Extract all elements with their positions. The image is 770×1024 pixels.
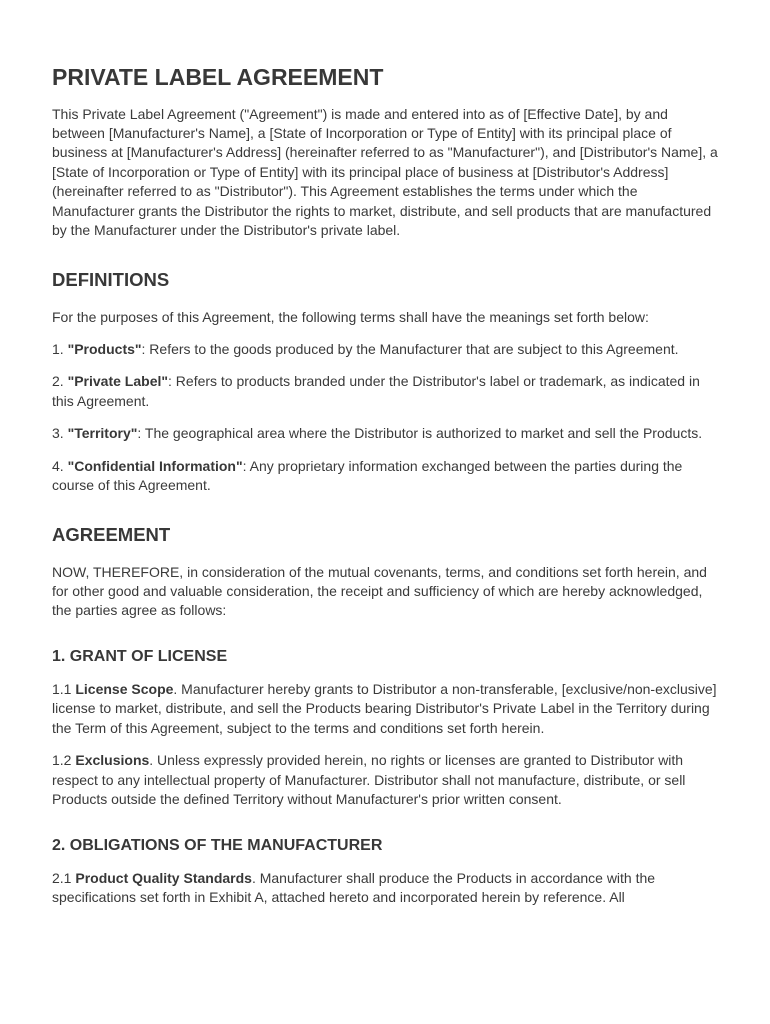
definition-number: 4.	[52, 457, 68, 474]
definition-term: "Territory"	[67, 425, 138, 442]
section-heading-obligations-of-manufacturer: 2. OBLIGATIONS OF THE MANUFACTURER	[52, 836, 383, 854]
clause-term: Product Quality Standards	[75, 869, 252, 886]
definition-text: : The geographical area where the Distributor is authorized to market and sell the Products.	[137, 425, 703, 442]
clause-number: 2.1	[52, 869, 76, 886]
definition-number: 2.	[52, 373, 68, 390]
definition-item-confidential-information	[52, 457, 718, 496]
document-title: PRIVATE LABEL AGREEMENT	[52, 64, 384, 90]
definition-item-products	[52, 340, 718, 359]
definition-text: : Refers to products branded under the Distributor's label or trademark, as indicated in this Agreement.	[52, 373, 700, 409]
definition-term: "Private Label"	[67, 373, 169, 390]
definition-number: 3.	[52, 425, 68, 442]
definition-item-territory	[52, 424, 718, 443]
clause-number: 1.1	[52, 681, 76, 698]
definition-number: 1.	[52, 341, 68, 358]
clause-term: Exclusions	[75, 752, 150, 769]
definition-text: : Any proprietary information exchanged between the parties during the course of this Agreement.	[52, 457, 683, 494]
intro-paragraph: This Private Label Agreement ("Agreement") is made and entered into as of [Effective Date], by and between [Manufacturer's Name], a [State of Incorporation or Type of Entity] with its principal place of business at [Manufacturer's Address] (hereinafter referred to as "Manufacturer"), and [Distributor's Name], a [State of Incorporation or Type of Entity] with its principal place of business at [Distributor's Address] (hereinafter referred to as "Distributor"). This Agreement establishes the terms under which the Manufacturer grants the Distributor the rights to market, distribute, and sell products that are manufactured by the Manufacturer under the Distributor's private label.	[52, 105, 718, 239]
clause-number: 1.2	[52, 752, 76, 769]
clause-term: License Scope	[75, 681, 174, 698]
clause-text: . Manufacturer hereby grants to Distributor a non-transferable, [exclusive/non-exclusive] license to market, distribute, and sell the Products bearing Distributor's Private Label in the Territory during the Term of this Agreement, subject to the terms and conditions set forth herein.	[52, 681, 717, 736]
clause-exclusions	[52, 751, 718, 809]
agreement-heading: AGREEMENT	[52, 524, 171, 546]
definitions-lead: For the purposes of this Agreement, the following terms shall have the meanings set forth below:	[52, 308, 649, 325]
agreement-lead: NOW, THEREFORE, in consideration of the mutual covenants, terms, and conditions set forth herein, and for other good and valuable consideration, the receipt and sufficiency of which are hereby acknowledged, the parties agree as follows:	[52, 563, 707, 619]
definition-text: : Refers to the goods produced by the Manufacturer that are subject to this Agreement.	[141, 341, 679, 358]
definition-term: "Confidential Information"	[67, 457, 243, 474]
clause-license-scope	[52, 680, 718, 738]
definitions-heading: DEFINITIONS	[52, 269, 170, 291]
section-heading-grant-of-license: 1. GRANT OF LICENSE	[52, 647, 228, 665]
clause-text: . Manufacturer shall produce the Products in accordance with the specifications set forth in Exhibit A, attached hereto and incorporated herein by reference. All	[52, 869, 656, 906]
clause-text: . Unless expressly provided herein, no rights or licenses are granted to Distributor with respect to any intellectual property of Manufacturer. Distributor shall not manufacture, distribute, or sell Products outside the defined Territory without Manufacturer's prior written consent.	[52, 752, 686, 808]
definition-term: "Products"	[67, 341, 142, 358]
clause-product-quality-standards	[52, 869, 718, 908]
definition-item-private-label	[52, 372, 718, 411]
